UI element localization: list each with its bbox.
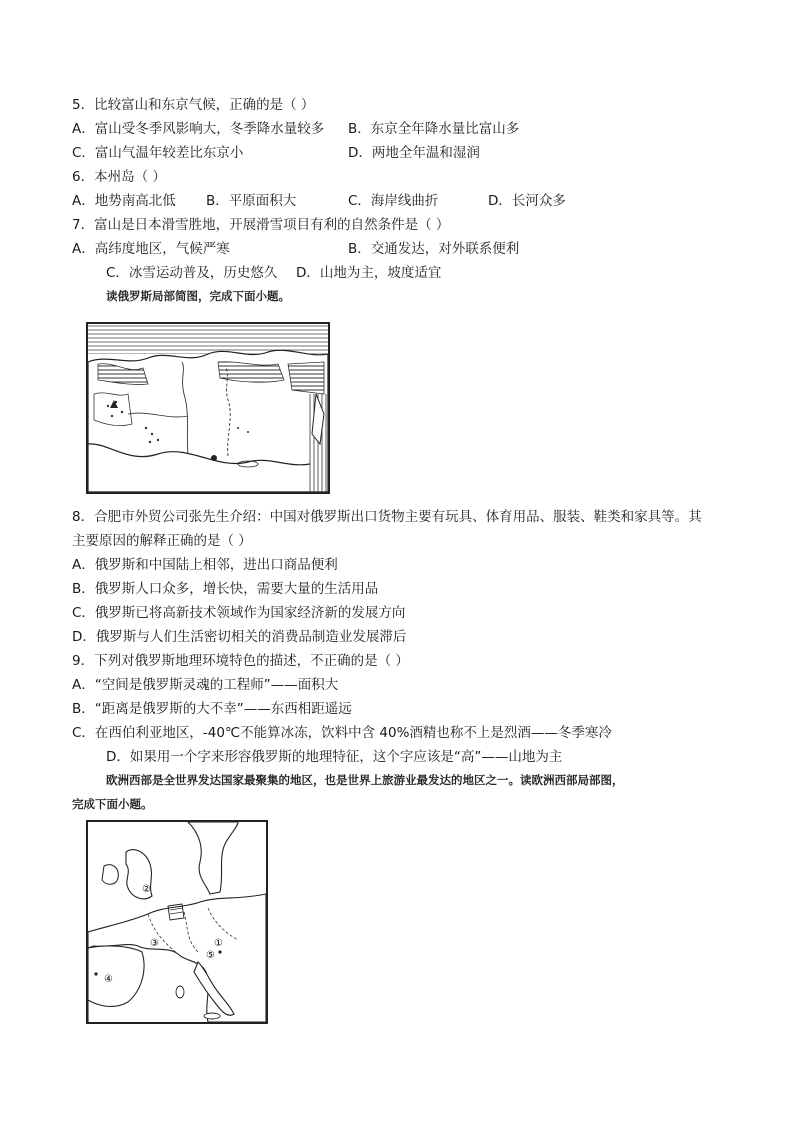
q7-option-a[interactable]: A．高纬度地区，气候严寒 <box>72 241 230 257</box>
q8-option-d[interactable]: D．俄罗斯与人们生活密切相关的消费品制造业发展滞后 <box>72 629 407 645</box>
q7-option-c[interactable]: C．冰雪运动普及，历史悠久 <box>106 265 278 281</box>
q9-option-b[interactable]: B．“距离是俄罗斯的大不幸”——东西相距遥远 <box>72 701 352 717</box>
q8-stem-line1: 8．合肥市外贸公司张先生介绍：中国对俄罗斯出口货物主要有玩具、体育用品、服装、鞋类和家具等。其 <box>72 509 702 525</box>
q7-option-d[interactable]: D．山地为主，坡度适宜 <box>296 265 442 281</box>
europe-label-1: ① <box>214 938 223 949</box>
q7-option-b[interactable]: B．交通发达，对外联系便利 <box>348 241 520 257</box>
europe-label-3: ③ <box>150 938 159 949</box>
q5-stem: 5．比较富山和东京气候，正确的是（ ） <box>72 97 315 113</box>
q5-option-c[interactable]: C．富山气温年较差比东京小 <box>72 145 244 161</box>
q9-option-c[interactable]: C．在西伯利亚地区，-40℃不能算冰冻，饮料中含 40%酒精也称不上是烈酒——冬季寒冷 <box>72 725 612 741</box>
europe-map-intro-line2: 完成下面小题。 <box>72 797 153 811</box>
q8-option-b[interactable]: B．俄罗斯人口众多，增长快，需要大量的生活用品 <box>72 581 379 597</box>
europe-map-drawing <box>88 822 266 1022</box>
q6-option-c[interactable]: C．海岸线曲折 <box>348 193 439 209</box>
western-europe-map <box>86 820 268 1024</box>
q6-stem: 6．本州岛（ ） <box>72 169 166 185</box>
europe-label-2: ② <box>142 884 151 895</box>
q5-option-d[interactable]: D．两地全年温和湿润 <box>348 145 480 161</box>
q6-option-b[interactable]: B．平原面积大 <box>206 193 297 209</box>
russia-map <box>86 322 330 494</box>
q8-option-a[interactable]: A．俄罗斯和中国陆上相邻，进出口商品便利 <box>72 557 338 573</box>
q9-option-d[interactable]: D．如果用一个字来形容俄罗斯的地理特征，这个字应该是“高”——山地为主 <box>106 749 563 765</box>
q6-option-d[interactable]: D．长河众多 <box>488 193 566 209</box>
russia-map-drawing <box>88 324 328 492</box>
europe-label-5: ⑤ <box>206 950 215 961</box>
europe-label-4: ④ <box>104 974 113 985</box>
q9-stem: 9．下列对俄罗斯地理环境特色的描述，不正确的是（ ） <box>72 653 409 669</box>
q7-stem: 7．富山是日本滑雪胜地，开展滑雪项目有利的自然条件是（ ） <box>72 217 450 233</box>
russia-map-intro: 读俄罗斯局部简图，完成下面小题。 <box>106 289 290 303</box>
q8-option-c[interactable]: C．俄罗斯已将高新技术领域作为国家经济新的发展方向 <box>72 605 406 621</box>
q5-option-a[interactable]: A．富山受冬季风影响大，冬季降水量较多 <box>72 121 325 137</box>
q8-stem-line2: 主要原因的解释正确的是（ ） <box>72 533 252 549</box>
q5-option-b[interactable]: B．东京全年降水量比富山多 <box>348 121 520 137</box>
q6-option-a[interactable]: A．地势南高北低 <box>72 193 176 209</box>
q9-option-a[interactable]: A．“空间是俄罗斯灵魂的工程师”——面积大 <box>72 677 339 693</box>
europe-map-intro-line1: 欧洲西部是全世界发达国家最聚集的地区，也是世界上旅游业最发达的地区之一。读欧洲西部局部图， <box>106 773 624 787</box>
